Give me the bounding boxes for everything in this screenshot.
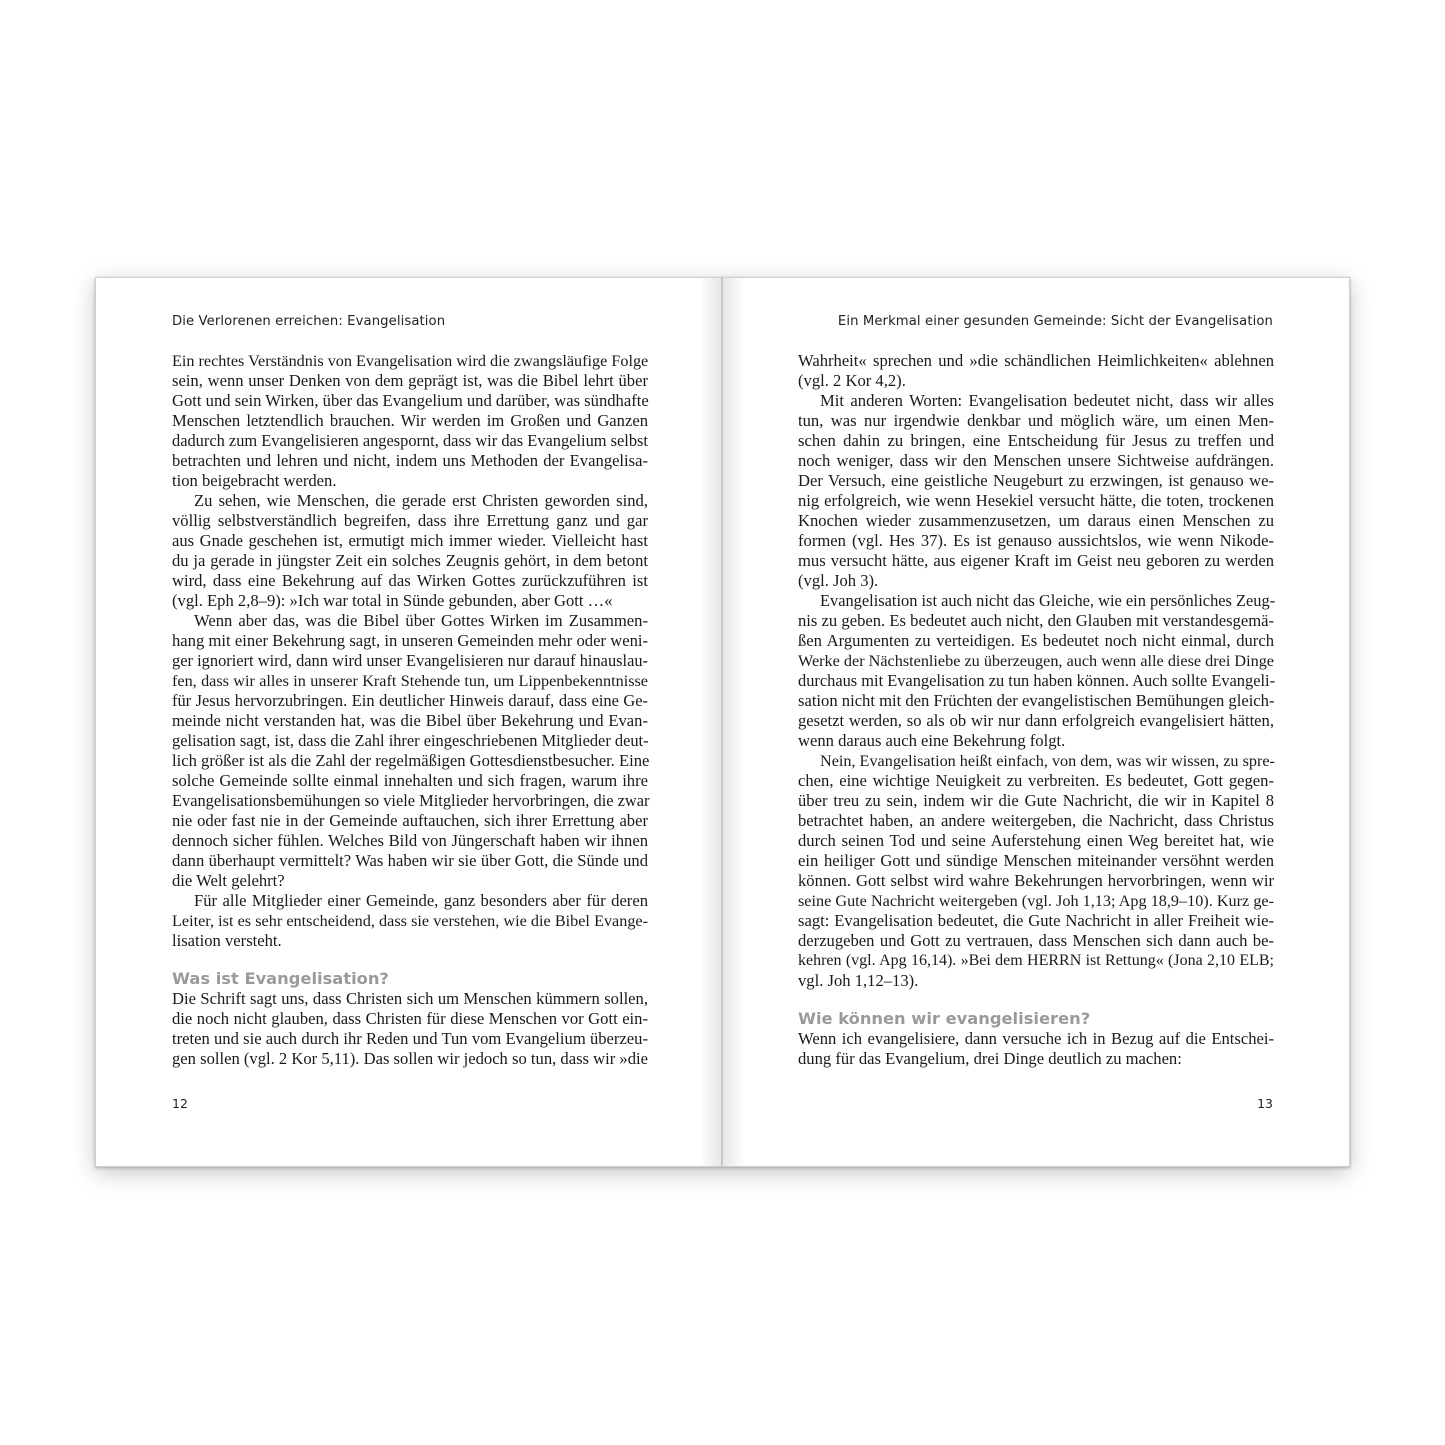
text-line: seine Gute Nachricht weitergeben (vgl. Joh 1,13; Apg 18,9–10). Kurz ge-	[798, 892, 1274, 910]
gutter-shadow	[722, 278, 744, 1166]
text-line: sation nicht mit den Früchten der evangelistischen Bemühungen gleich-	[798, 691, 1275, 710]
text-line: durch seinen Tod und seine Auferstehung einen Weg bereitet hat, wie	[798, 831, 1274, 850]
text-line: dennoch sicher fühlen. Welches Bild von Jüngerschaft haben wir ihnen	[172, 831, 648, 850]
page-body	[798, 351, 1274, 1069]
text-line: nig erfolgreich, wie wenn Hesekiel versucht hätte, die toten, trockenen	[798, 491, 1274, 510]
book-spread	[95, 277, 1350, 1167]
text-line: lich größer ist als die Zahl der regelmäßigen Gottesdienstbesucher. Eine	[172, 751, 650, 770]
text-line: solche Gemeinde sollte einmal innehalten und sich fragen, warum ihre	[172, 771, 648, 790]
text-line: tun, was nur irgendwie denkbar und möglich wäre, um einen Men-	[798, 411, 1274, 430]
text-line: mus versucht hätte, aus eigener Kraft im Geist neu geboren zu werden	[798, 551, 1274, 570]
text-line: nis zu geben. Es bedeutet auch nicht, den Glauben mit verstandesgemä-	[798, 611, 1274, 630]
text-line: du ja gerade in jüngster Zeit ein solches Zeugnis gehört, in dem betont	[172, 551, 648, 570]
text-line: gelisation sagt, ist, dass die Zahl ihrer eingeschriebenen Mitglieder deut-	[172, 731, 649, 750]
section-heading: Was ist Evangelisation?	[172, 969, 389, 988]
page-number: 12	[172, 1096, 188, 1111]
text-line: sagt: Evangelisation bedeutet, die Gute Nachricht in aller Freiheit wie-	[798, 911, 1274, 930]
text-line: Leiter, ist es sehr entscheidend, dass sie verstehen, wie die Bibel Evange-	[172, 912, 648, 930]
text-line: noch weniger, dass wir den Menschen unsere Sichtweise aufdrängen.	[798, 451, 1274, 470]
text-line: schen dahin zu bringen, eine Entscheidung für Jesus zu treffen und	[798, 431, 1274, 450]
gutter-shadow	[700, 278, 722, 1166]
text-line: formen (vgl. Hes 37). Es ist genauso aussichtslos, wie wenn Nikode-	[798, 531, 1274, 550]
text-line: durchaus mit Evangelisation zu tun haben können. Auch sollte Evangeli-	[798, 671, 1276, 690]
text-line: hang mit einer Bekehrung sagt, in unseren Gemeinden mehr oder weni-	[172, 631, 648, 650]
text-line: aus Gnade geschehen ist, ermutigt mich immer wieder. Vielleicht hast	[172, 531, 648, 550]
text-line: (vgl. 2 Kor 4,2).	[798, 371, 906, 390]
text-line: betrachtet haben, an andere weitergeben, die Nachricht, dass Christus	[798, 811, 1274, 830]
text-line: gen sollen (vgl. 2 Kor 5,11). Das sollen wir jedoch so tun, dass wir »die	[172, 1049, 648, 1068]
text-line: wird, dass eine Bekehrung auf das Wirken Gottes zurückzuführen ist	[172, 571, 648, 590]
right-page	[722, 277, 1350, 1167]
text-line: die Welt gelehrt?	[172, 871, 285, 890]
text-line: tion beigebracht werden.	[172, 471, 337, 490]
left-page	[95, 277, 722, 1167]
text-line: Für alle Mitglieder einer Gemeinde, ganz besonders aber für deren	[194, 891, 648, 910]
text-line: Evangelisationsbemühungen so viele Mitglieder hervorbringen, die zwar	[172, 791, 650, 810]
text-line: Wahrheit« sprechen und »die schändlichen Heimlichkeiten« ablehnen	[798, 351, 1274, 370]
text-line: dung für das Evangelium, drei Dinge deutlich zu machen:	[798, 1049, 1182, 1068]
text-line: (vgl. Joh 3).	[798, 571, 879, 590]
text-line: (vgl. Eph 2,8–9): »Ich war total in Sünde gebunden, aber Gott …«	[172, 591, 613, 610]
text-line: Werke der Nächstenliebe zu überzeugen, auch wenn alle diese drei Dinge	[798, 652, 1274, 670]
text-line: Zu sehen, wie Menschen, die gerade erst Christen geworden sind,	[194, 491, 648, 510]
text-line: derzugeben und Gott zu vertrauen, dass Menschen sich dann auch be-	[798, 931, 1274, 950]
text-line: Wenn aber das, was die Bibel über Gottes Wirken im Zusammen-	[194, 611, 648, 630]
text-line: kehren (vgl. Apg 16,14). »Bei dem HERRN ist Rettung« (Jona 2,10 ELB;	[798, 952, 1274, 969]
text-line: vgl. Joh 1,12–13).	[798, 971, 919, 990]
text-line: können. Gott selbst wird wahre Bekehrungen hervorbringen, wenn wir	[798, 871, 1274, 890]
text-line: Die Schrift sagt uns, dass Christen sich um Menschen kümmern sollen,	[172, 989, 648, 1008]
text-line: fen, dass wir alles in unserer Kraft Stehende tun, um Lippenbekenntnisse	[172, 672, 648, 690]
text-line: Mit anderen Worten: Evangelisation bedeutet nicht, dass wir alles	[820, 391, 1274, 410]
text-line: Menschen letztendlich brauchen. Wir werden im Großen und Ganzen	[172, 411, 648, 430]
text-line: meinde nicht verstanden hat, was die Bibel über Bekehrung und Evan-	[172, 711, 648, 730]
text-line: gesetzt werden, so als ob wir nur dann erfolgreich evangelisiert hätten,	[798, 711, 1274, 730]
text-line: lisation versteht.	[172, 931, 282, 950]
text-line: ßen Argumenten zu verteidigen. Es bedeutet noch nicht einmal, durch	[798, 631, 1274, 650]
text-block	[172, 351, 648, 951]
text-line: dadurch zum Evangelisieren angespornt, dass wir das Evangelium selbst	[172, 431, 648, 450]
text-line: ein heiliger Gott und sündige Menschen miteinander versöhnt werden	[798, 851, 1274, 870]
section-heading: Wie können wir evangelisieren?	[798, 1009, 1091, 1028]
text-line: Gott und sein Wirken, über das Evangelium und darüber, was sündhafte	[172, 391, 649, 410]
text-block	[798, 351, 1274, 991]
text-line: nie oder fast nie in der Gemeinde auftauchen, sich ihrer Errettung aber	[172, 811, 648, 830]
text-line: Wenn ich evangelisiere, dann versuche ich in Bezug auf die Entschei-	[798, 1029, 1274, 1048]
text-line: treten und sie auch durch ihr Reden und Tun vom Evangelium überzeu-	[172, 1029, 648, 1048]
text-line: chen, eine wichtige Neuigkeit zu verbreiten. Es bedeutet, Gott gegen-	[798, 771, 1274, 790]
book-spine	[721, 277, 723, 1167]
text-line: die noch nicht glauben, dass Christen für diese Menschen vor Gott ein-	[172, 1009, 648, 1028]
text-block	[798, 1029, 1274, 1069]
text-line: Evangelisation ist auch nicht das Gleiche, wie ein persönliches Zeug-	[820, 591, 1276, 610]
text-line: völlig selbstverständlich begreifen, dass ihre Errettung ganz und gar	[172, 511, 648, 530]
text-line: Nein, Evangelisation heißt einfach, von dem, was wir wissen, zu spre-	[820, 752, 1275, 770]
page-number: 13	[1257, 1096, 1273, 1111]
text-line: dann überhaupt vermittelt? Was haben wir sie über Gott, die Sünde und	[172, 851, 648, 870]
text-line: betrachten und lehren und nicht, indem uns Methoden der Evangelisa-	[172, 451, 648, 470]
text-line: Ein rechtes Verständnis von Evangelisation wird die zwangsläufige Folge	[172, 352, 649, 370]
text-line: Knochen wieder zusammenzusetzen, um daraus einen Menschen zu	[798, 511, 1274, 530]
page-body	[172, 351, 648, 1069]
running-head: Die Verlorenen erreichen: Evangelisation	[172, 314, 446, 329]
text-line: sein, wenn unser Denken von dem geprägt ist, was die Bibel lehrt über	[172, 371, 648, 390]
text-line: ger ignoriert wird, dann wird unser Evangelisieren nur darauf hinauslau-	[172, 651, 648, 670]
running-head: Ein Merkmal einer gesunden Gemeinde: Sicht der Evangelisation	[837, 314, 1273, 329]
text-line: über treu zu sein, indem wir die Gute Nachricht, die wir in Kapitel 8	[798, 791, 1274, 810]
text-block	[172, 989, 648, 1069]
text-line: für Jesus hervorzubringen. Ein deutlicher Hinweis darauf, dass eine Ge-	[172, 691, 648, 710]
text-line: wenn daraus auch eine Bekehrung folgt.	[798, 731, 1066, 750]
text-line: Der Versuch, eine geistliche Neugeburt zu erzwingen, ist genauso we-	[798, 471, 1274, 490]
